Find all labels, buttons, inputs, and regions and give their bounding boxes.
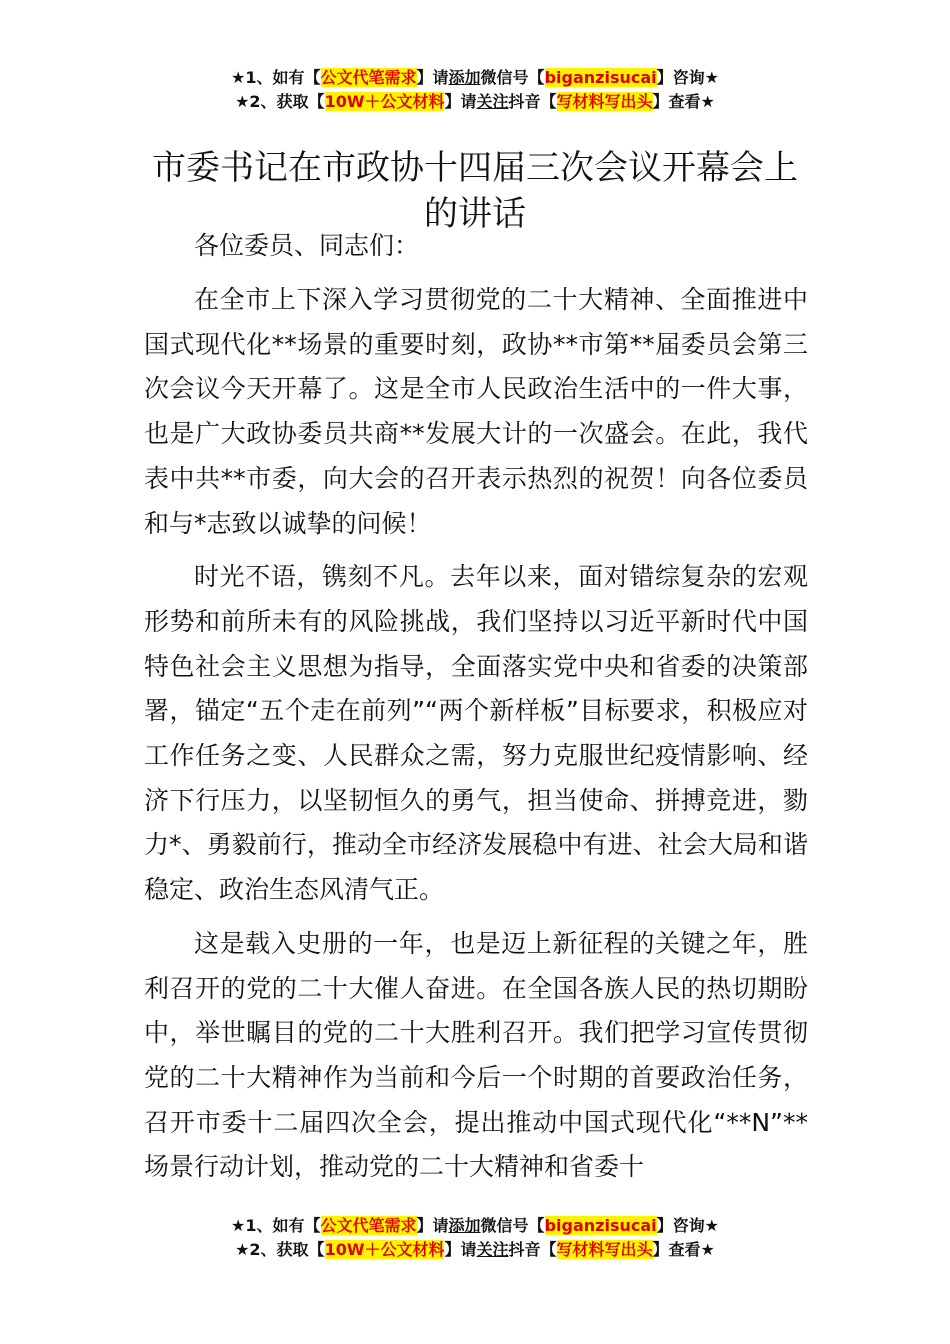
promo-line-2: [0, 1238, 950, 1262]
promo-text: 】咨询★: [656, 68, 719, 87]
promo-text: 微信号【: [480, 1216, 545, 1235]
promo-highlight: biganzisucai: [544, 1216, 657, 1235]
promo-line-1: [0, 66, 950, 90]
promo-underlined-text: 关注: [476, 92, 509, 111]
document-title: 市委书记在市政协十四届三次会议开幕会上的讲话: [152, 147, 798, 234]
promo-text: 】查看★: [652, 92, 715, 111]
promo-text: 】请: [444, 1240, 477, 1259]
promo-highlight: 写材料写出头: [556, 92, 653, 111]
promo-highlight: 写材料写出头: [556, 1240, 653, 1259]
document-body: [144, 278, 808, 1199]
promo-line-2: [0, 90, 950, 114]
promo-text: 】请: [444, 92, 477, 111]
promo-highlight: 10W＋公文材料: [324, 1240, 445, 1259]
paragraph-1: 在全市上下深入学习贯彻党的二十大精神、全面推进中国式现代化**场景的重要时刻，政协**市第**届委员会第三次会议今天开幕了。这是全市人民政治生活中的一件大事，也是广大政协委员共商**发展大计的一次盛会。在此，我代表中共**市委，向大会的召开表示热烈的祝贺！向各位委员和与*志致以诚挚的问候！: [144, 285, 808, 538]
promo-text: 微信号【: [480, 68, 545, 87]
promo-banner-top: [0, 66, 950, 114]
promo-text: 】请: [416, 1216, 449, 1235]
promo-text: ★2、获取【: [235, 1240, 325, 1259]
promo-line-1: [0, 1214, 950, 1238]
salutation: 各位委员、同志们：: [194, 231, 420, 260]
promo-highlight: 10W＋公文材料: [324, 92, 445, 111]
paragraph-3: 这是载入史册的一年，也是迈上新征程的关键之年，胜利召开的党的二十大催人奋进。在全国各族人民的热切期盼中，举世瞩目的党的二十大胜利召开。我们把学习宣传贯彻党的二十大精神作为当前和今后一个时期的首要政治任务，召开市委十二届四次全会，提出推动中国式现代化“**N”**场景行动计划，推动党的二十大精神和省委十: [144, 928, 808, 1182]
paragraph-2: 时光不语，镌刻不凡。去年以来，面对错综复杂的宏观形势和前所未有的风险挑战，我们坚持以习近平新时代中国特色社会主义思想为指导，全面落实党中央和省委的决策部署，锚定“五个走在前列”“两个新样板”目标要求，积极应对工作任务之变、人民群众之需，努力克服世纪疫情影响、经济下行压力，以坚韧恒久的勇气，担当使命、拼搏竞进，勠力*、勇毅前行，推动全市经济发展稳中有进、社会大局和谐稳定、政治生态风清气正。: [144, 562, 808, 905]
promo-highlight: 公文代笔需求: [320, 68, 417, 87]
promo-banner-bottom: [0, 1214, 950, 1262]
promo-highlight: 公文代笔需求: [320, 1216, 417, 1235]
promo-underlined-text: 添加: [448, 68, 481, 87]
promo-underlined-text: 关注: [476, 1240, 509, 1259]
promo-underlined-text: 添加: [448, 1216, 481, 1235]
promo-text: ★1、如有【: [231, 68, 321, 87]
promo-text: 】请: [416, 68, 449, 87]
promo-text: 】查看★: [652, 1240, 715, 1259]
promo-text: 】咨询★: [656, 1216, 719, 1235]
promo-text: ★1、如有【: [231, 1216, 321, 1235]
promo-text: ★2、获取【: [235, 92, 325, 111]
promo-text: 抖音【: [508, 1240, 557, 1259]
promo-text: 抖音【: [508, 92, 557, 111]
promo-highlight: biganzisucai: [544, 68, 657, 87]
